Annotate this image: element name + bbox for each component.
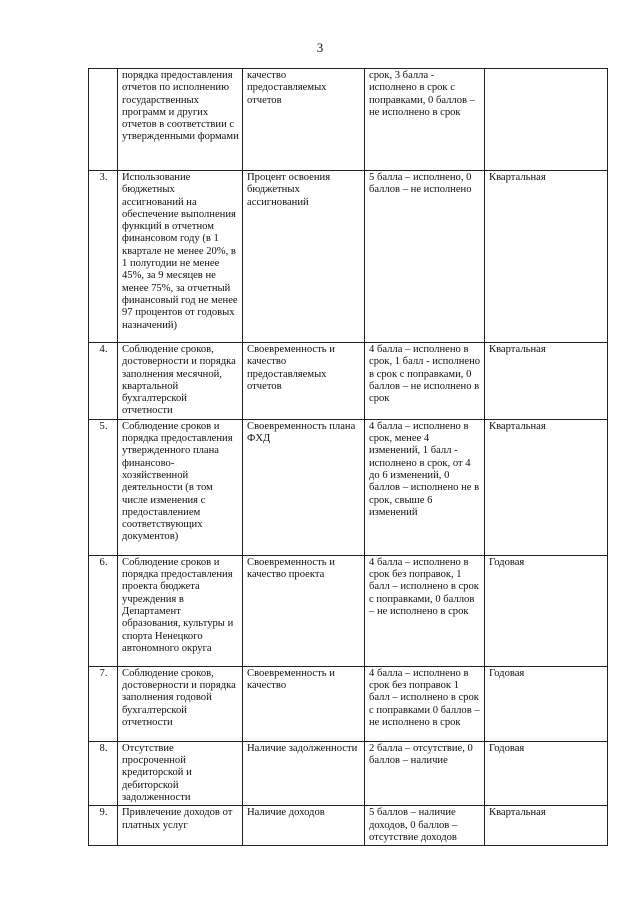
frequency-cell: Годовая [485, 666, 608, 741]
table-row [89, 171, 608, 343]
row-number: 7. [89, 666, 118, 741]
table-row [89, 555, 608, 666]
frequency-cell: Годовая [485, 741, 608, 805]
indicator-cell: Своевременность и качество проекта [243, 555, 365, 666]
indicator-cell: Наличие доходов [243, 806, 365, 846]
row-number [89, 69, 118, 171]
frequency-cell: Квартальная [485, 806, 608, 846]
table-row [89, 806, 608, 846]
criterion-cell: Привлечение доходов от платных услуг [118, 806, 243, 846]
indicator-cell: Своевременность плана ФХД [243, 419, 365, 555]
page-number: 3 [316, 40, 324, 55]
scoring-cell: 4 балла – исполнено в срок без поправок, 1 балл – исполнено в срок с поправками, 0 баллов – не исполнено в срок [365, 555, 485, 666]
scoring-cell: 4 балла – исполнено в срок, 1 балл - исполнено в срок с поправками, 0 баллов – не исполнено в срок [365, 343, 485, 420]
indicator-cell: Своевременность и качество [243, 666, 365, 741]
scoring-cell: 5 баллов – наличие доходов, 0 баллов – отсутствие доходов [365, 806, 485, 846]
table-row [89, 69, 608, 171]
indicator-cell: Наличие задолженности [243, 741, 365, 805]
table-row [89, 741, 608, 805]
row-number: 4. [89, 343, 118, 420]
criterion-cell: Соблюдение сроков, достоверности и порядка заполнения месячной, квартальной бухгалтерской отчетности [118, 343, 243, 420]
criterion-cell: Использование бюджетных ассигнований на обеспечение выполнения функций в отчетном финансовом году (в 1 квартале не менее 20%, в 1 полугодии не менее 45%, за 9 месяцев не менее 75%, за отчетный финансовый год не менее 97 процентов от годовых назначений) [118, 171, 243, 343]
frequency-cell: Квартальная [485, 171, 608, 343]
frequency-cell: Годовая [485, 555, 608, 666]
scoring-cell: 4 балла – исполнено в срок без поправок 1 балл – исполнено в срок с поправками 0 баллов – не исполнено в срок [365, 666, 485, 741]
frequency-cell: Квартальная [485, 343, 608, 420]
indicator-cell: Процент освоения бюджетных ассигнований [243, 171, 365, 343]
frequency-cell: Квартальная [485, 419, 608, 555]
scoring-cell: 5 балла – исполнено, 0 баллов – не исполнено [365, 171, 485, 343]
criteria-table [88, 68, 608, 846]
frequency-cell [485, 69, 608, 171]
scoring-cell: 2 балла – отсутствие, 0 баллов – наличие [365, 741, 485, 805]
row-number: 3. [89, 171, 118, 343]
row-number: 5. [89, 419, 118, 555]
scoring-cell: срок, 3 балла - исполнено в срок с поправками, 0 баллов – не исполнено в срок [365, 69, 485, 171]
criterion-cell: Соблюдение сроков и порядка предоставления утвержденного плана финансово-хозяйственной деятельности (в том числе изменения с предоставлением соответствующих документов) [118, 419, 243, 555]
row-number: 8. [89, 741, 118, 805]
criterion-cell: Соблюдение сроков и порядка предоставления проекта бюджета учреждения в Департамент образования, культуры и спорта Ненецкого автономного округа [118, 555, 243, 666]
row-number: 9. [89, 806, 118, 846]
indicator-cell: Своевременность и качество предоставляемых отчетов [243, 343, 365, 420]
indicator-cell: качество предоставляемых отчетов [243, 69, 365, 171]
table-row [89, 419, 608, 555]
table-row [89, 666, 608, 741]
criterion-cell: порядка предоставления отчетов по исполнению государственных программ и других отчетов в соответствии с утвержденными формами [118, 69, 243, 171]
row-number: 6. [89, 555, 118, 666]
table-row [89, 343, 608, 420]
criterion-cell: Соблюдение сроков, достоверности и порядка заполнения годовой бухгалтерской отчетности [118, 666, 243, 741]
criterion-cell: Отсутствие просроченной кредиторской и дебиторской задолженности [118, 741, 243, 805]
scoring-cell: 4 балла – исполнено в срок, менее 4 изменений, 1 балл - исполнено в срок, от 4 до 6 изменений, 0 баллов – исполнено не в срок, свыше 6 изменений [365, 419, 485, 555]
